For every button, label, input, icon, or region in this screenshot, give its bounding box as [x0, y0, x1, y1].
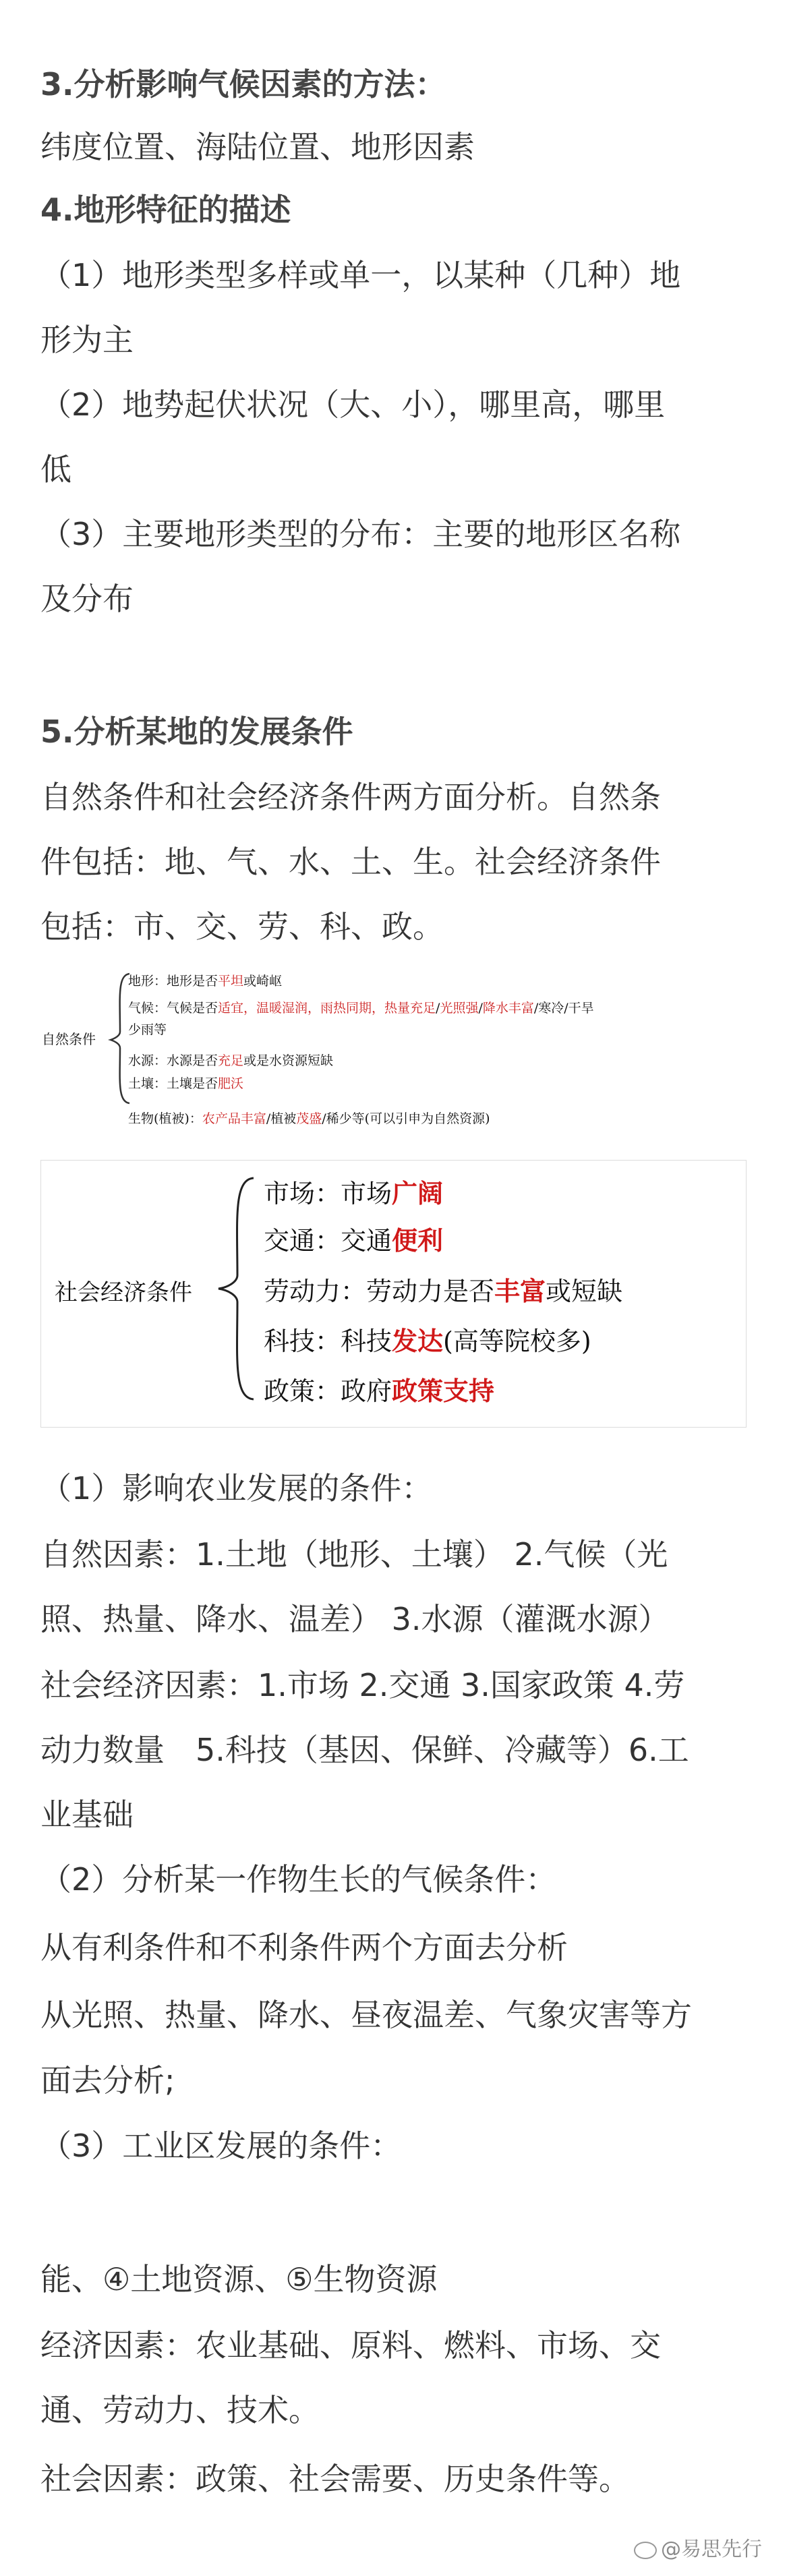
text-line: 件包括：地、气、水、土、生。社会经济条件: [40, 844, 661, 880]
text-line: （2）分析某一作物生长的气候条件：: [40, 1861, 557, 1898]
social-row-tech: 科技：科技发达(高等院校多): [264, 1326, 591, 1356]
social-row-market: 市场：市场广阔: [264, 1178, 444, 1208]
social-label: 社会经济条件: [55, 1279, 192, 1306]
heading-landform: 4.地形特征的描述: [40, 192, 291, 228]
text-line: 形为主: [40, 322, 134, 358]
text-line: 经济因素：农业基础、原料、燃料、市场、交: [40, 2327, 661, 2364]
note-row-climate: 气候：气候是否适宜，温暖湿润，雨热同期，热量充足/光照强/降水丰富/寒冷/干旱: [128, 1001, 594, 1016]
text-line: 纬度位置、海陆位置、地形因素: [40, 129, 475, 165]
text-line: 社会因素：政策、社会需要、历史条件等。: [40, 2461, 630, 2497]
heading-development: 5.分析某地的发展条件: [40, 713, 353, 750]
text-line: （3）工业区发展的条件：: [40, 2128, 402, 2164]
text-line: 自然条件和社会经济条件两方面分析。自然条: [40, 779, 661, 815]
social-row-transport: 交通：交通便利: [264, 1225, 444, 1256]
heading-climate-factors: 3.分析影响气候因素的方法：: [40, 66, 446, 103]
text-line: 业基础: [40, 1796, 134, 1833]
note-row-climate-cont: 少雨等: [128, 1022, 167, 1037]
text-line: 能、④土地资源、⑤生物资源: [40, 2261, 438, 2297]
natural-label: 自然条件: [42, 1031, 96, 1047]
text-line: 动力数量 5.科技（基因、保鲜、冷藏等）6.工: [40, 1732, 689, 1768]
text-line: （1）地形类型多样或单一，以某种（几种）地: [40, 257, 681, 293]
note-row-water: 水源：水源是否充足或是水资源短缺: [128, 1053, 334, 1068]
social-row-policy: 政策：政府政策支持: [264, 1376, 495, 1406]
text-line: 从有利条件和不利条件两个方面去分析: [40, 1929, 568, 1966]
social-conditions-note: [40, 1160, 747, 1428]
text-line: （1）影响农业发展的条件：: [40, 1470, 433, 1506]
text-line: 照、热量、降水、温差） 3.水源（灌溉水源）: [40, 1601, 670, 1637]
text-line: 包括：市、交、劳、科、政。: [40, 908, 444, 945]
text-line: 从光照、热量、降水、昼夜温差、气象灾害等方: [40, 1997, 692, 2033]
watermark: @易思先行: [634, 2532, 762, 2562]
text-line: （2）地势起伏状况（大、小），哪里高，哪里: [40, 386, 666, 423]
note-row-soil: 土壤：土壤是否肥沃: [128, 1076, 244, 1091]
social-row-labor: 劳动力：劳动力是否丰富或短缺: [264, 1276, 623, 1306]
text-line: 通、劳动力、技术。: [40, 2392, 320, 2428]
note-row-biology: 生物(植被)：农产品丰富/植被茂盛/稀少等(可以引申为自然资源): [128, 1111, 490, 1126]
text-line: 面去分析;: [40, 2062, 175, 2099]
text-line: 自然因素：1.土地（地形、土壤） 2.气候（光: [40, 1536, 668, 1573]
note-row-terrain: 地形：地形是否平坦或崎岖: [128, 974, 283, 989]
brace-social: [213, 1174, 260, 1403]
text-line: 社会经济因素：1.市场 2.交通 3.国家政策 4.劳: [40, 1667, 685, 1703]
text-line: 及分布: [40, 581, 134, 617]
text-line: （3）主要地形类型的分布：主要的地形区名称: [40, 516, 681, 552]
text-line: 低: [40, 451, 71, 488]
weibo-icon: [634, 2542, 657, 2559]
